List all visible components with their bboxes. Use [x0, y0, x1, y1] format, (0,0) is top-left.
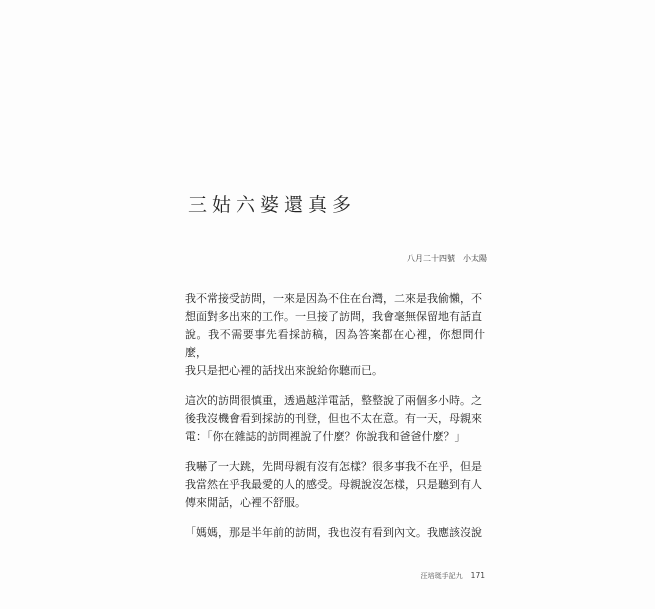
footer-book-title: 汪培珽手記九: [420, 572, 463, 580]
chapter-title: 三姑六婆還真多: [188, 194, 357, 216]
paragraph: 這次的訪問很慎重，透過越洋電話，整整說了兩個多小時。之 後我沒機會看到採訪的刊登，但也不太在意。有一天，母親來 電：「你在雜誌的訪問裡說了什麼？你說我和爸爸什麼？」: [185, 394, 482, 443]
paragraph: 我嚇了一大跳，先問母親有沒有怎樣？很多事我不在乎，但是 我當然在乎我最愛的人的感受。母親說沒怎樣，只是聽到有人 傳來閒話，心裡不舒服。: [185, 460, 482, 509]
page-number: 171: [470, 571, 485, 580]
paragraph: 「媽媽，那是半年前的訪問，我也沒有看到內文。我應該沒說: [185, 526, 482, 539]
paragraph: 我不常接受訪問，一來是因為不住在台灣，二來是我偷懶，不 想面對多出來的工作。一旦接了訪問，我會毫無保留地有話直 說。我不需要事先看採訪稿，因為答案都在心裡，你想問什麼， 我只是把心裡的話找出來說給你聽而已。: [185, 292, 485, 377]
body-text: [185, 290, 485, 554]
page-footer: [421, 571, 485, 581]
chapter-dateline: 八月二十四號 小太陽: [407, 254, 487, 263]
